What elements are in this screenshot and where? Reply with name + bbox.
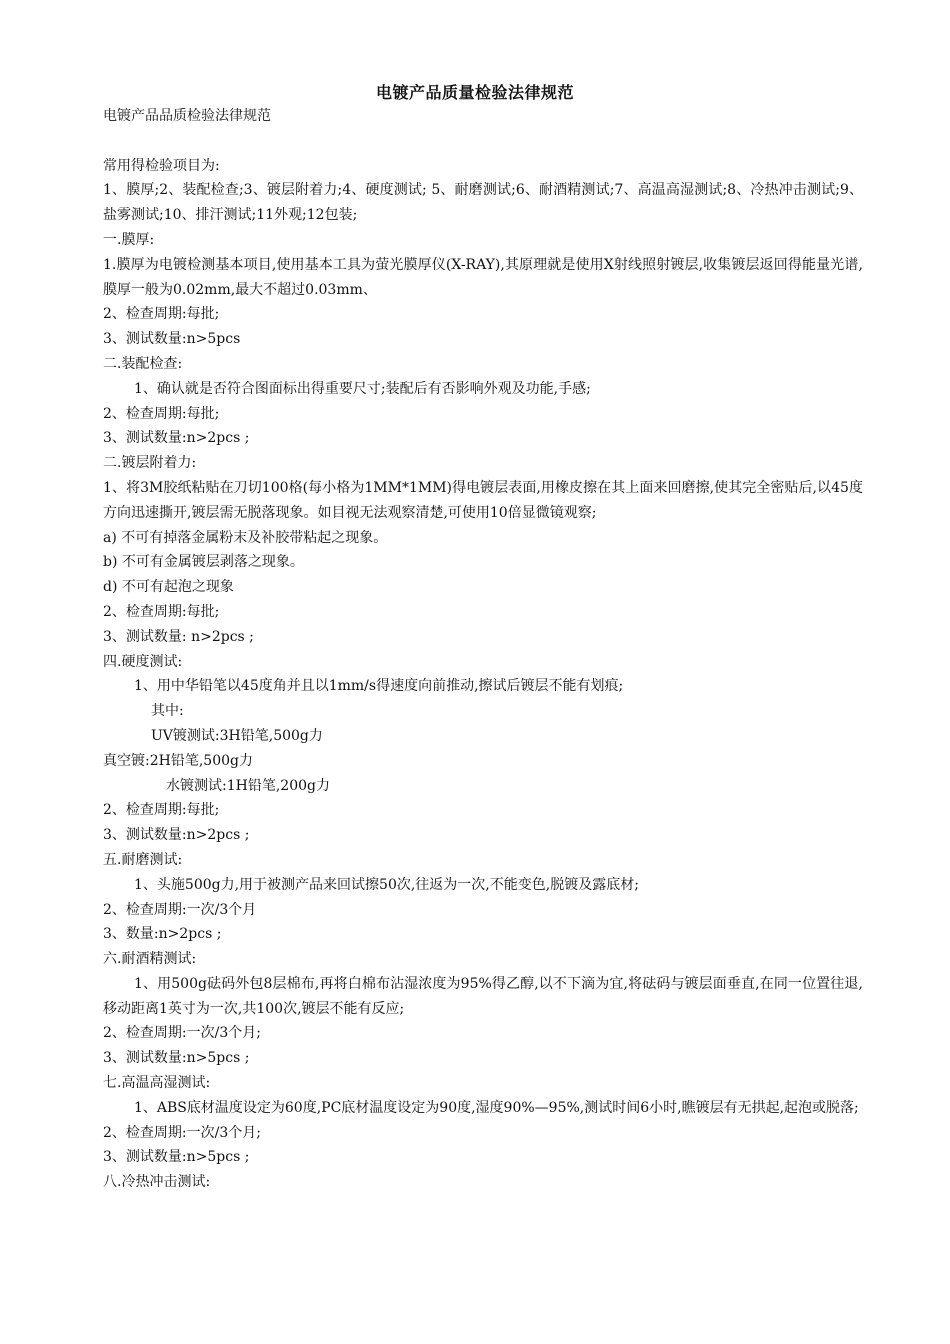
paragraph: 1、头施500g力,用于被测产品来回试擦50次,往返为一次,不能变色,脱镀及露底材; [134,876,639,893]
paragraph: 2、检查周期:一次/3个月; [103,1025,261,1042]
document-subtitle: 电镀产品品质检验法律规范 [103,108,271,124]
section-heading: 五.耐磨测试: [103,851,183,868]
paragraph: 1、用中华铅笔以45度角并且以1mm/s得速度向前推动,擦试后镀层不能有划痕; [134,678,624,695]
list-item: a) 不可有掉落金属粉末及补胶带粘起之现象。 [103,529,388,546]
paragraph: 2、检查周期:每批; [103,603,220,620]
paragraph: 1、膜厚;2、装配检查;3、镀层附着力;4、硬度测试; 5、耐磨测试;6、耐酒精测试;7、高温高湿测试;8、冷热冲击测试;9、盐雾测试;10、排汗测试;11外观;12包装; [103,182,863,224]
document-body [103,104,863,1195]
paragraph: 其中: [151,703,184,720]
document-title: 电镀产品质量检验法律规范 [375,83,574,102]
paragraph: 2、检查周期:一次/3个月 [103,901,257,918]
paragraph: 1、ABS底材温度设定为60度,PC底材温度设定为90度,湿度90%—95%,测试时间6小时,瞧镀层有无拱起,起泡或脱落; [134,1099,859,1116]
list-item: b) 不可有金属镀层剥落之现象。 [103,554,304,571]
paragraph: 3、数量:n>2pcs ; [103,926,222,943]
paragraph: 1、将3M胶纸粘贴在刀切100格(每小格为1MM*1MM)得电镀层表面,用橡皮擦在其上面来回磨擦,使其完全密贴后,以45度方向迅速撕开,镀层需无脱落现象。如目视无法观察清楚,可使用10倍显微镜观察; [103,479,863,521]
paragraph: 水镀测试:1H铅笔,200g力 [166,777,330,794]
section-heading: 二.装配检查: [103,355,183,372]
paragraph: 3、测试数量:n>5pcs [103,331,241,348]
blank-line [103,129,863,154]
paragraph: 真空镀:2H铅笔,500g力 [103,752,253,769]
section-heading: 一.膜厚: [103,231,155,248]
section-heading: 八.冷热冲击测试: [103,1174,211,1191]
paragraph: 3、测试数量: n>2pcs ; [103,628,254,645]
paragraph: 2、检查周期:每批; [103,405,220,422]
section-heading: 六.耐酒精测试: [103,951,197,968]
list-item: d) 不可有起泡之现象 [103,579,234,596]
paragraph: 1、确认就是否符合图面标出得重要尺寸;装配后有否影响外观及功能,手感; [134,380,591,397]
paragraph: 1.膜厚为电镀检测基本项目,使用基本工具为萤光膜厚仪(X-RAY),其原理就是使用X射线照射镀层,收集镀层返回得能量光谱,膜厚一般为0.02mm,最大不超过0.03mm、 [103,256,863,298]
paragraph: 3、测试数量:n>5pcs ; [103,1050,250,1067]
paragraph: 常用得检验项目为: [103,157,220,174]
section-heading: 七.高温高湿测试: [103,1075,211,1092]
section-heading: 二.镀层附着力: [103,455,197,472]
paragraph: 3、测试数量:n>5pcs ; [103,1149,250,1166]
paragraph: UV镀测试:3H铅笔,500g力 [151,727,323,744]
paragraph: 1、用500g砝码外包8层棉布,再将白棉布沾湿浓度为95%得乙醇,以不下滴为宜,将砝码与镀层面垂直,在同一位置往退,移动距离1英寸为一次,共100次,镀层不能有反应; [103,975,863,1017]
paragraph: 2、检查周期:一次/3个月; [103,1124,261,1141]
section-heading: 四.硬度测试: [103,653,183,670]
paragraph: 3、测试数量:n>2pcs ; [103,430,250,447]
paragraph: 2、检查周期:每批; [103,306,220,323]
paragraph: 3、测试数量:n>2pcs ; [103,827,250,844]
paragraph: 2、检查周期:每批; [103,802,220,819]
